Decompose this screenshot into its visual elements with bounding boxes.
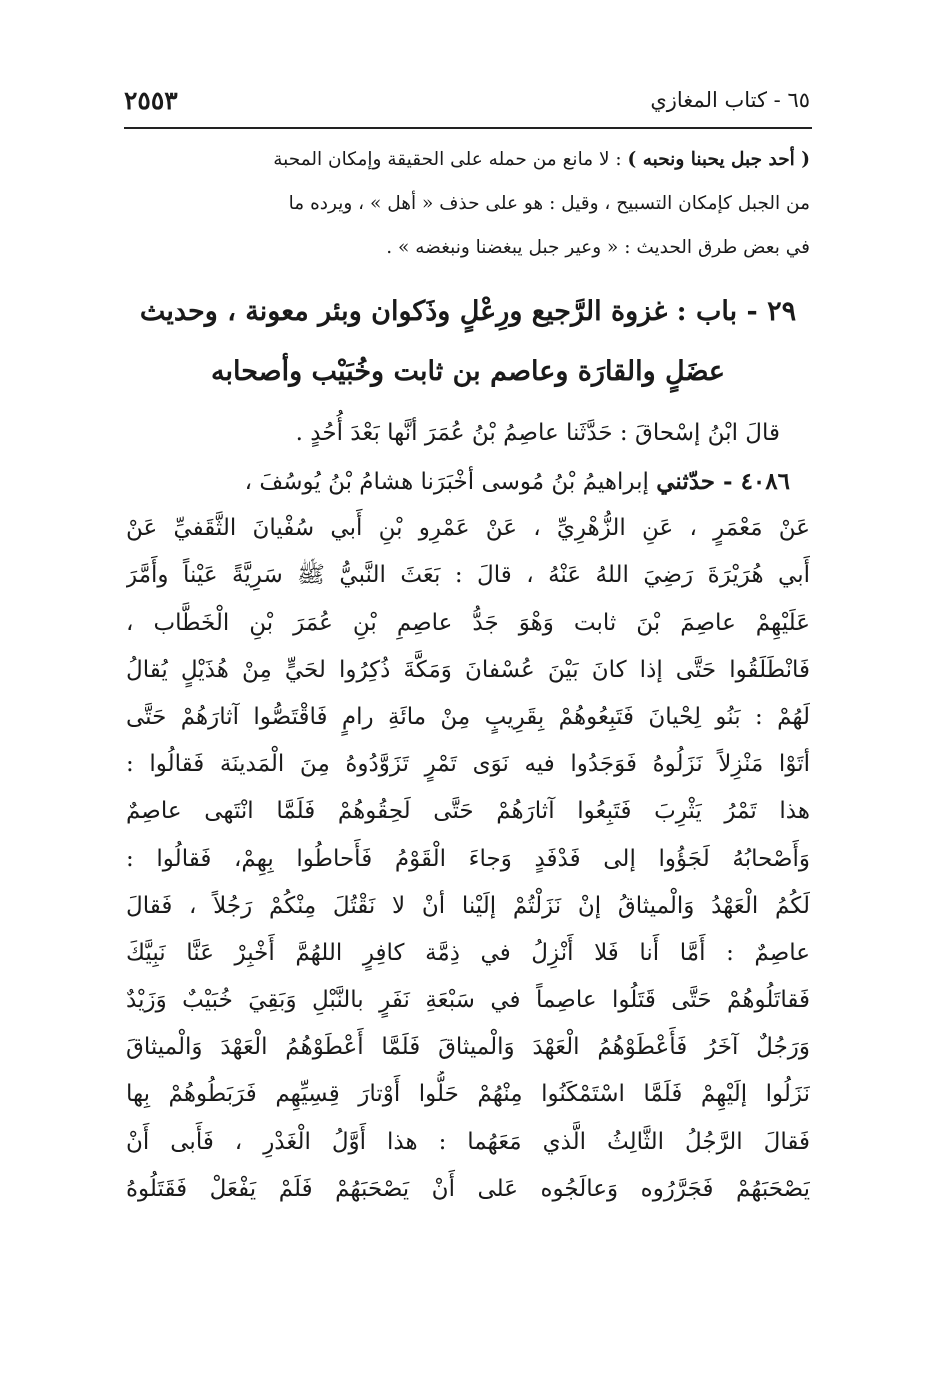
hadith-line: فَقالَ الرَّجُلُ الثَّالِثُ الَّذي مَعَهُما : هذا أَوَّلُ الْغَدْرِ ، فَأَبى أَنْ <box>126 1128 810 1155</box>
hadith-line: يَصْحَبَهُمْ فَجَرَّرُوه وَعالَجُوه عَلى أَنْ يَصْحَبَهُمْ فَلَمْ يَفْعَلْ فَقَتَلُوهُ <box>126 1175 810 1202</box>
running-header-title: ٦٥ - كتاب المغازي <box>650 88 810 112</box>
hadith-line: فَانْطَلَقُوا حَتَّى إذا كانَ بَيْنَ عُسْفانَ وَمَكَّةَ ذُكِرُوا لحَيٍّ مِنْ هُذَيْلٍ يُقالُ <box>126 656 810 683</box>
hadith-first-line <box>126 458 810 505</box>
hadith-line: فَقاتَلُوهُمْ حَتَّى قَتَلُوا عاصِماً في سَبْعَةِ نَفَرٍ بالنَّبْلِ وَبَقِيَ خُبَيْبٌ وَزَيْدٌ <box>126 987 810 1014</box>
commentary-line: من الجبل كإمكان التسبيح ، وقيل : هو على حذف « أهل » ، ويرده ما <box>288 193 810 214</box>
heading-line: ٢٩ - باب : غزوة الرَّجيع ورِعْلٍ وذَكوان وبئر معونة ، وحديث <box>139 296 797 327</box>
hadith-line: عَنْ مَعْمَرٍ ، عَنِ الزُّهْرِيِّ ، عَنْ عَمْرِو بْنِ أَبي سُفْيانَ الثَّقَفيِّ عَنْ <box>126 515 810 542</box>
commentary-line <box>126 138 810 182</box>
hadith-line: هذا تَمْرُ يَثْرِبَ فَتَبِعُوا آثارَهُمْ حَتَّى لَحِقُوهُمْ فَلَمَّا انْتَهى عاصِمٌ <box>126 798 810 825</box>
hadith-line: وَأَصْحابُهُ لَجَؤُوا إلى فَدْفَدٍ وَجاءَ الْقَوْمُ فَأَحاطُوا بِهِمْ، فَقالُوا : <box>126 845 810 872</box>
ibn-ishaq-note: قالَ ابْنُ إسْحاقَ : حَدَّثَنا عاصِمُ بْنُ عُمَرَ أنَّها بَعْدَ أُحُدٍ . <box>295 420 780 446</box>
hadith-line: عَلَيْهِمْ عاصِمَ بْنَ ثابت وَهْوَ جَدُّ عاصِمِ بْنِ عُمَرَ بْنِ الْخَطَّاب ، <box>126 609 810 636</box>
commentary-quote: ( أحد جبل يحبنا ونحبه ) <box>627 149 810 170</box>
hadith-line: لَهُمْ : بَنُو لِحْيانَ فَتَبِعُوهُمْ بِقَرِيبٍ مِنْ مائَةِ رامٍ فَاقْتَصُّوا آثارَهُمْ حَتَّى <box>126 703 810 730</box>
hadith-line: عاصِمٌ : أَمَّا أَنا فَلا أَنْزِلُ في ذِمَّة كافِرٍ اللهُمَّ أَخْبِرْ عَنَّا نَبِيَّكَ <box>126 939 810 966</box>
hadith-line: نَزَلُوا إلَيْهِمْ فَلَمَّا اسْتَمْكَنُوا مِنْهُمْ حَلُّوا أَوْتارَ قِسِيِّهِم فَرَبَطُوهُمْ بِها <box>126 1081 810 1108</box>
hadith-line: أتَوْا مَنْزِلاً نَزَلُوهُ فَوَجَدُوا فيه نَوَى تَمْرٍ تَزَوَّدُوهُ مِنَ الْمَدينَة فَقالُوا : <box>126 751 810 778</box>
commentary-text: : لا مانع من حمله على الحقيقة وإمكان المحبة <box>273 149 628 170</box>
header-divider <box>124 127 812 129</box>
page-number: ٢٥٥٣ <box>124 86 178 115</box>
hadith-body <box>126 408 810 1213</box>
heading-line: عضَلٍ والقارَة وعاصم بن ثابت وخُبَيْب وأصحابه <box>211 356 725 387</box>
hadith-line: لَكُمُ الْعَهْدُ وَالْميثاقُ إنْ نَزَلْتُمْ إلَيْنا أنْ لا نَقْتُلَ مِنْكُمْ رَجُلاً ، فَقالَ <box>126 892 810 919</box>
hadith-number: ٤٠٨٦ <box>740 468 790 495</box>
chapter-heading <box>126 282 810 402</box>
commentary-block <box>126 138 810 270</box>
hadith-opening: - حدّثني <box>656 468 741 495</box>
commentary-line: في بعض طرق الحديث : « وعير جبل يبغضنا ونبغضه » . <box>386 237 810 258</box>
hadith-line: أَبي هُرَيْرَةَ رَضِيَ اللهُ عَنْهُ ، قالَ : بَعَثَ النَّبيُّ ﷺ سَرِيَّةً عَيْناً وأَمَّرَ <box>126 562 810 589</box>
hadith-first-line-text: إبراهيمُ بْنُ مُوسى أخْبَرَنا هشامُ بْنُ يُوسُفَ ، <box>244 469 657 495</box>
hadith-line: وَرَجُلٌ آخَرُ فَأَعْطَوْهُمُ الْعَهْدَ وَالْميثاقَ فَلَمَّا أَعْطَوْهُمُ الْعَهْدَ وَالْميثاقَ <box>126 1034 810 1061</box>
